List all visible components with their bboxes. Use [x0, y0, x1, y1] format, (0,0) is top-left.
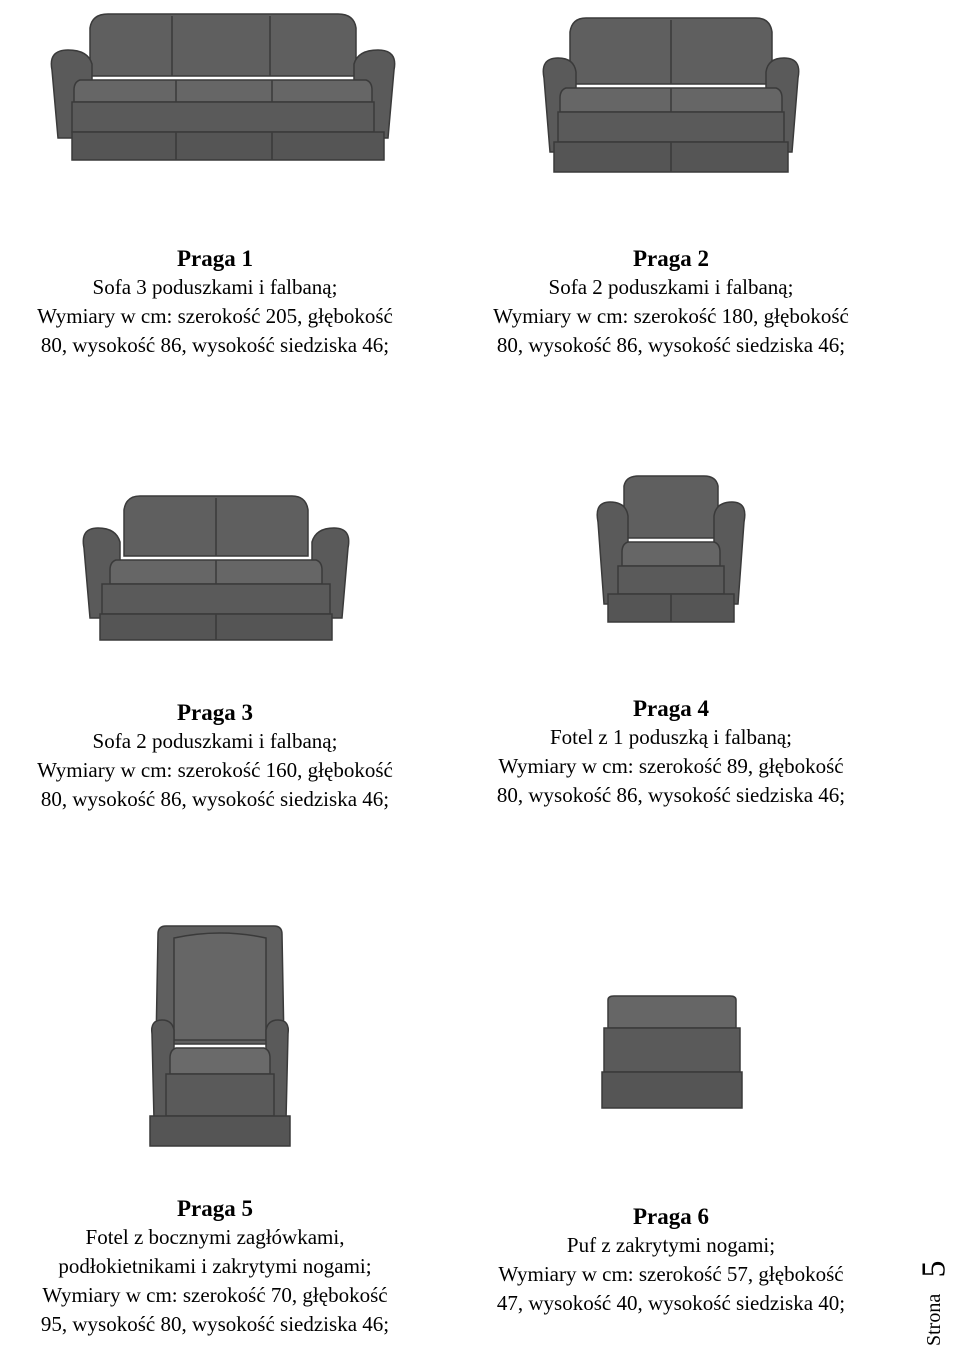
product-title: Praga 2 [632, 246, 709, 271]
product-caption-praga-2 [456, 244, 886, 360]
product-dimensions: Wymiary w cm: szerokość 89, głębokość [498, 754, 844, 778]
product-title: Praga 1 [176, 246, 253, 271]
product-caption-praga-4 [456, 694, 886, 810]
product-title: Praga 3 [176, 700, 253, 725]
pouf-image [598, 994, 746, 1110]
product-description: Sofa 2 poduszkami i falbaną; [92, 729, 338, 753]
product-caption-praga-6 [456, 1202, 886, 1318]
product-description: podłokietnikami i zakrytymi nogami; [58, 1254, 372, 1278]
product-title: Praga 6 [632, 1204, 709, 1229]
product-caption-praga-3 [0, 698, 430, 814]
product-dimensions: 80, wysokość 86, wysokość siedziska 46; [40, 787, 390, 811]
product-dimensions: 80, wysokość 86, wysokość siedziska 46; [40, 333, 390, 357]
sofa-2-seat-image [540, 14, 802, 174]
product-dimensions: 80, wysokość 86, wysokość siedziska 46; [496, 333, 846, 357]
product-description: Sofa 2 poduszkami i falbaną; [548, 275, 794, 299]
product-caption-praga-1 [0, 244, 430, 360]
page-label: Strona [923, 1293, 945, 1346]
sofa-2-seat-compact-image [80, 492, 352, 642]
wingback-chair-image [144, 924, 296, 1148]
product-description: Sofa 3 poduszkami i falbaną; [92, 275, 338, 299]
product-dimensions: 95, wysokość 80, wysokość siedziska 46; [40, 1312, 390, 1336]
product-title: Praga 4 [632, 696, 709, 721]
page-number: 5 [915, 1260, 953, 1278]
product-description: Fotel z 1 poduszką i falbaną; [549, 725, 792, 749]
product-dimensions: Wymiary w cm: szerokość 57, głębokość [498, 1262, 844, 1286]
product-caption-praga-5 [0, 1194, 430, 1339]
product-dimensions: Wymiary w cm: szerokość 70, głębokość [42, 1283, 388, 1307]
product-dimensions: Wymiary w cm: szerokość 160, głębokość [37, 758, 393, 782]
product-dimensions: Wymiary w cm: szerokość 180, głębokość [493, 304, 849, 328]
sofa-3-seat-image [48, 10, 398, 162]
product-dimensions: 80, wysokość 86, wysokość siedziska 46; [496, 783, 846, 807]
product-description: Fotel z bocznymi zagłówkami, [85, 1225, 345, 1249]
product-dimensions: 47, wysokość 40, wysokość siedziska 40; [496, 1291, 846, 1315]
product-description: Puf z zakrytymi nogami; [566, 1233, 776, 1257]
product-dimensions: Wymiary w cm: szerokość 205, głębokość [37, 304, 393, 328]
product-title: Praga 5 [176, 1196, 253, 1221]
page-footer [915, 1250, 960, 1348]
armchair-image [594, 472, 748, 624]
